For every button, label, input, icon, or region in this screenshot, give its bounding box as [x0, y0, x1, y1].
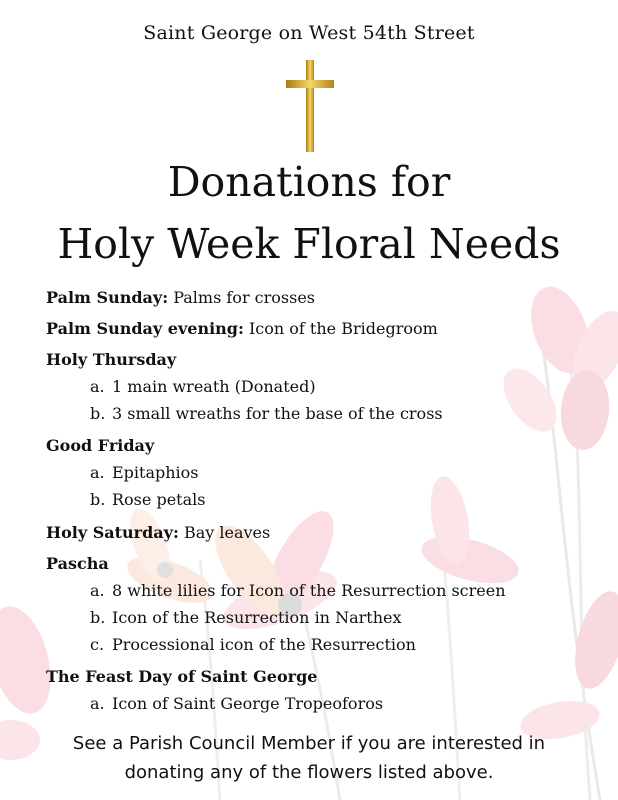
sub-marker: a. — [90, 463, 105, 482]
title-line-1: Donations for — [167, 158, 451, 206]
sub-text: Processional icon of the Resurrection — [112, 635, 416, 654]
sub-text: 1 main wreath (Donated) — [112, 377, 316, 396]
list-item — [46, 523, 270, 542]
list-item — [46, 436, 154, 455]
sub-item — [90, 463, 199, 482]
sub-item — [90, 581, 506, 600]
list-item — [46, 350, 176, 369]
list-item — [46, 319, 438, 338]
sub-item — [90, 404, 443, 423]
sub-item — [90, 694, 383, 713]
item-text: Icon of the Bridegroom — [243, 319, 438, 338]
item-label: Holy Thursday — [46, 350, 177, 369]
sub-text: 8 white lilies for Icon of the Resurrection screen — [112, 581, 506, 600]
item-text: Palms for crosses — [168, 288, 316, 307]
footer-line-2: donating any of the flowers listed above. — [124, 762, 494, 783]
item-label: The Feast Day of Saint George — [46, 667, 318, 686]
sub-item — [90, 608, 401, 627]
sub-marker: b. — [90, 404, 106, 423]
item-label: Holy Saturday: — [46, 523, 179, 542]
sub-text: Rose petals — [112, 490, 206, 509]
item-label: Pascha — [46, 554, 109, 573]
item-label: Palm Sunday: — [46, 288, 169, 307]
sub-text: Icon of the Resurrection in Narthex — [112, 608, 402, 627]
sub-text: Icon of Saint George Tropeoforos — [112, 694, 384, 713]
church-name: Saint George on West 54th Street — [143, 22, 475, 44]
sub-text: Epitaphios — [112, 463, 199, 482]
list-item — [46, 667, 317, 686]
sub-item — [90, 635, 416, 654]
sub-marker: b. — [90, 608, 106, 627]
item-label: Good Friday — [46, 436, 155, 455]
sub-item — [90, 377, 316, 396]
list-item — [46, 554, 109, 573]
sub-marker: a. — [90, 694, 105, 713]
item-label: Palm Sunday evening: — [46, 319, 244, 338]
sub-text: 3 small wreaths for the base of the cross — [112, 404, 443, 423]
sub-marker: a. — [90, 581, 105, 600]
list-item — [46, 288, 315, 307]
title-line-2: Holy Week Floral Needs — [57, 220, 561, 268]
sub-marker: a. — [90, 377, 105, 396]
footer-line-1: See a Parish Council Member if you are interested in — [72, 733, 546, 754]
cross-icon — [284, 60, 336, 152]
sub-marker: c. — [90, 635, 105, 654]
sub-marker: b. — [90, 490, 106, 509]
item-text: Bay leaves — [178, 523, 271, 542]
sub-item — [90, 490, 205, 509]
